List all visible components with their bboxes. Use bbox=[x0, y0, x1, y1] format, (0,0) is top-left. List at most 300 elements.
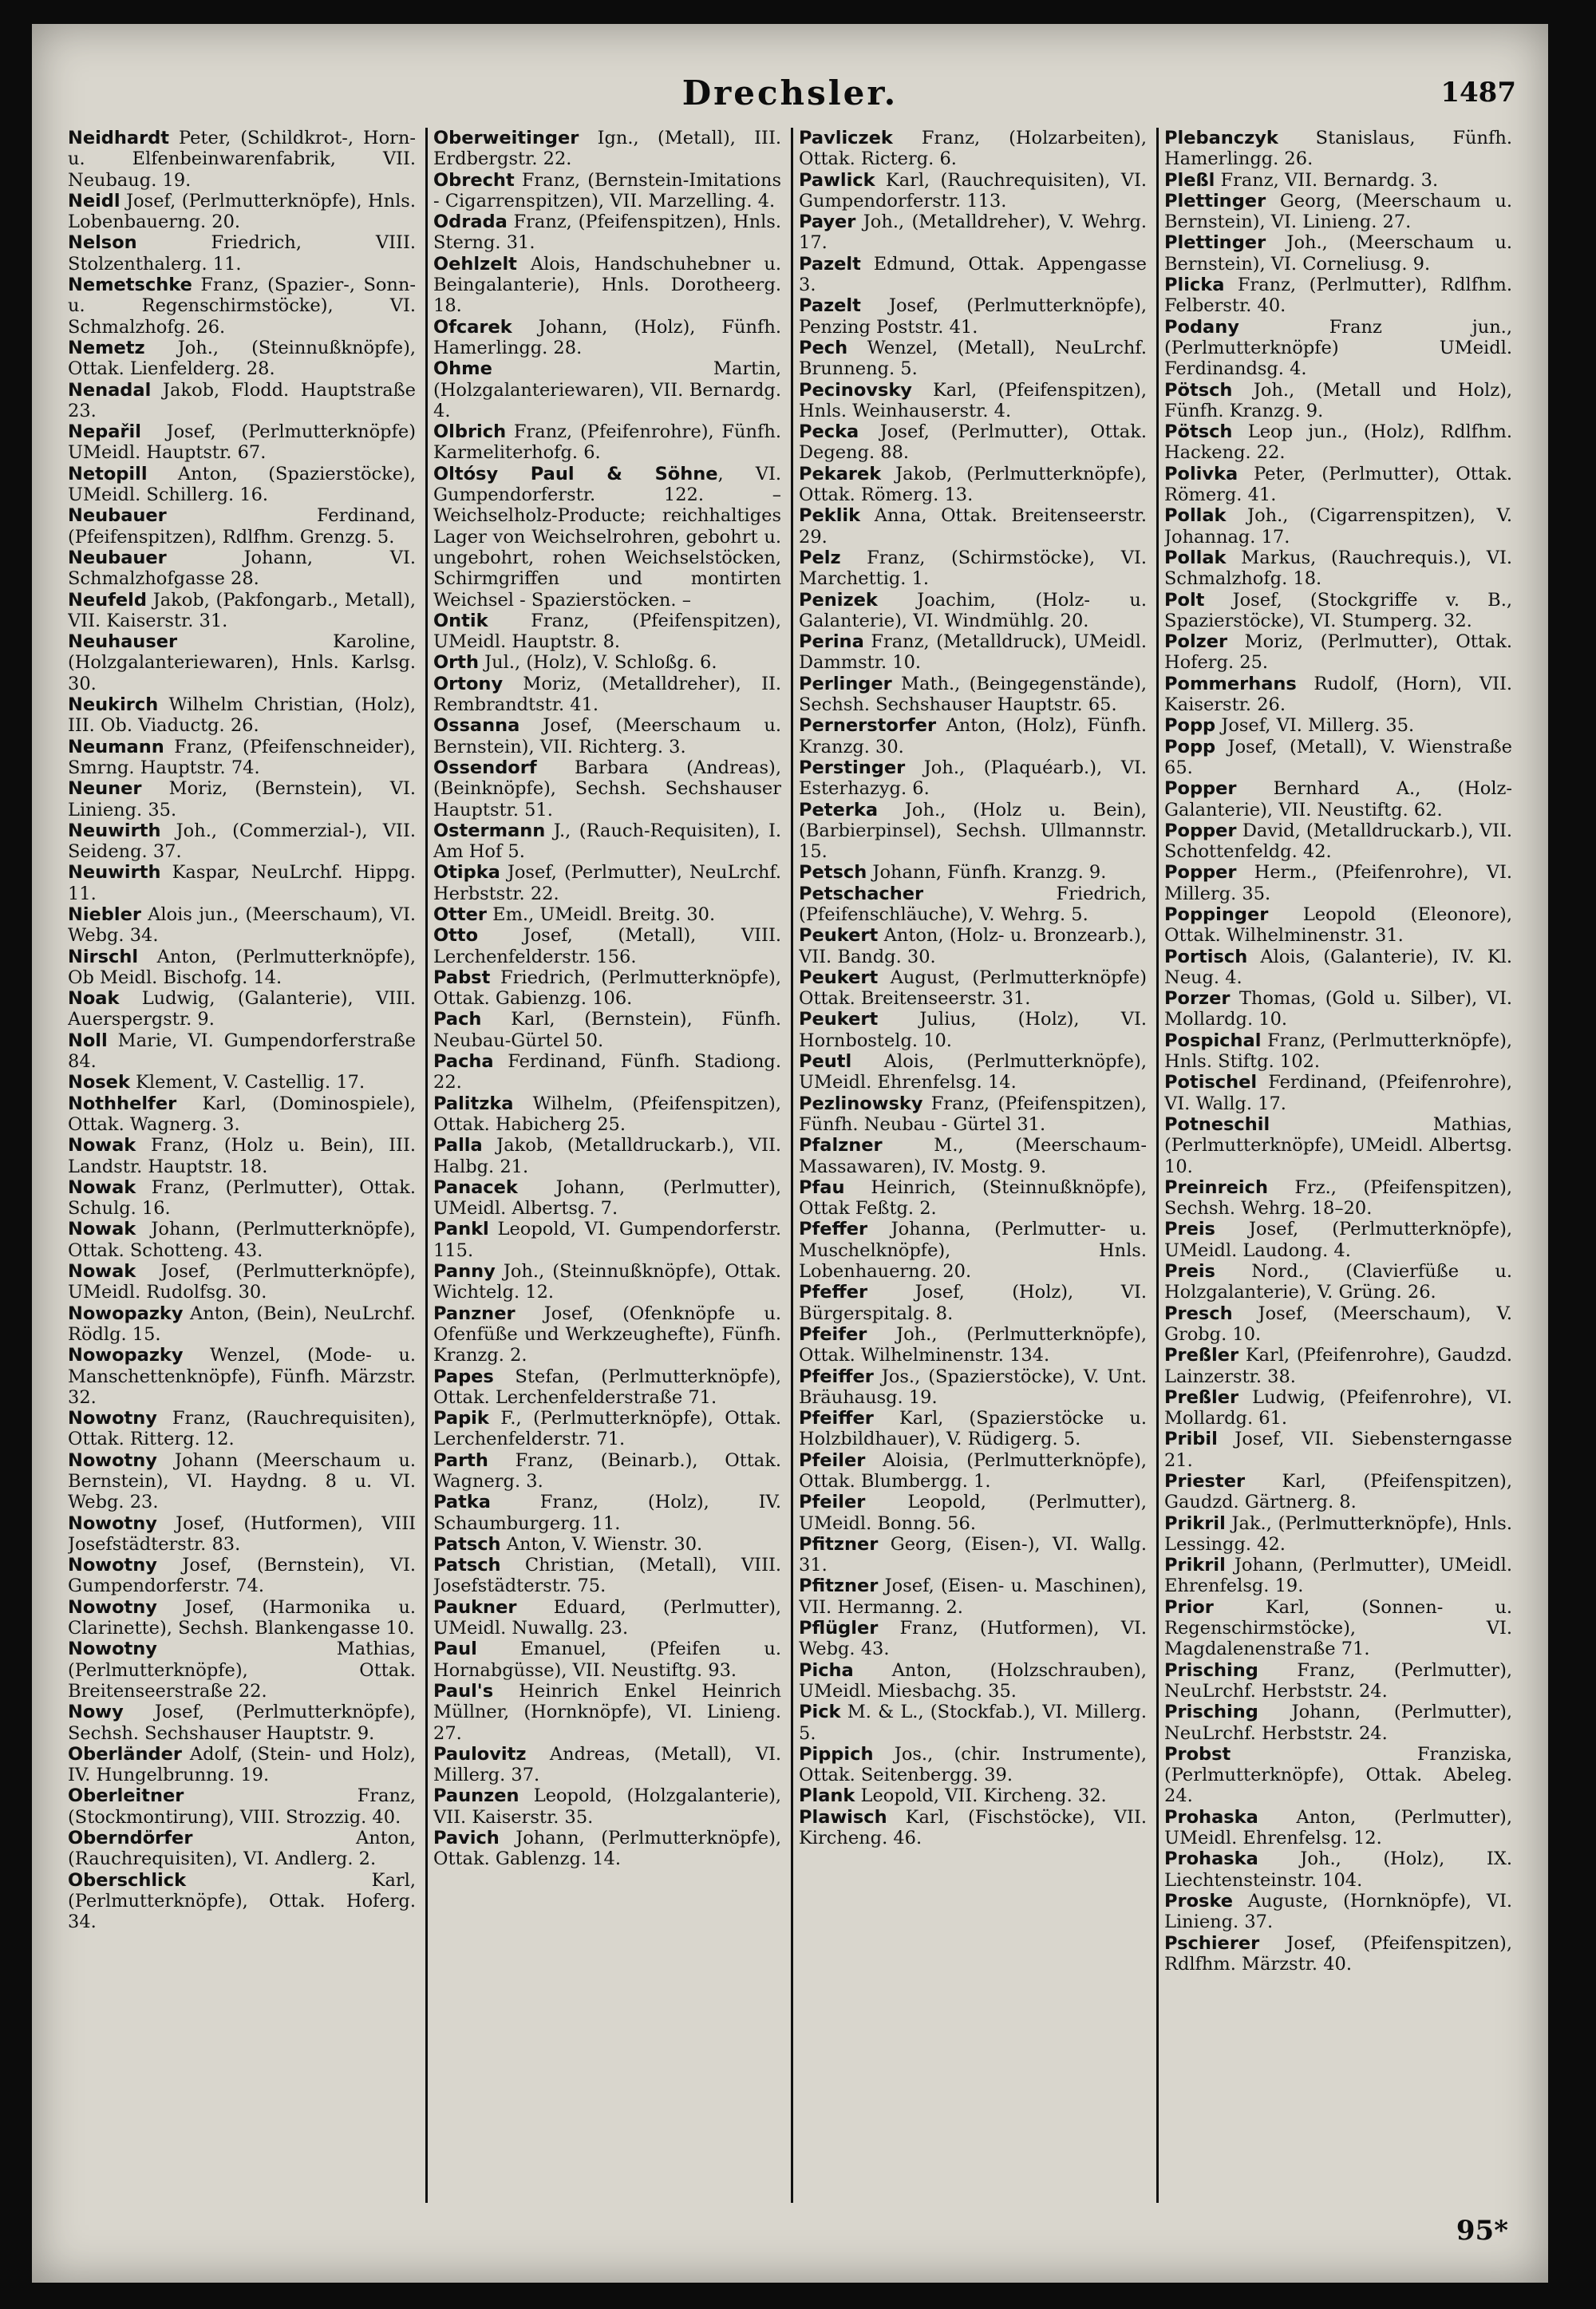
directory-entry bbox=[799, 1408, 1147, 1450]
entry-detail: Rudolf, (Horn), VII. Kaiserstr. 26. bbox=[1164, 673, 1512, 716]
entry-detail: Jakob, Flodd. Hauptstraße 23. bbox=[68, 379, 416, 421]
entry-name: Ofcarek bbox=[433, 316, 512, 338]
entry-name: Otipka bbox=[433, 862, 500, 884]
signature-mark: 95* bbox=[1456, 2215, 1508, 2247]
entry-detail: Moriz, (Perlmutter), Ottak. Hoferg. 25. bbox=[1164, 631, 1512, 674]
entry-name: Penizek bbox=[799, 589, 878, 611]
directory-entry bbox=[1164, 1429, 1512, 1471]
directory-entry bbox=[1164, 317, 1512, 380]
entry-detail: Franz, VII. Bernardg. 3. bbox=[1215, 169, 1439, 191]
entry-detail: Karl, (Spazierstöcke u. Holzbildhauer), V. Rüdigerg. 5. bbox=[799, 1408, 1147, 1450]
directory-entry bbox=[1164, 1660, 1512, 1702]
directory-entry bbox=[433, 1261, 781, 1303]
entry-detail: Peter, (Schildkrot-, Horn- u. Elfenbeinwarenfabrik, VII. Neubaug. 19. bbox=[68, 128, 416, 191]
directory-entry bbox=[799, 170, 1147, 212]
entry-name: Nowak bbox=[68, 1176, 136, 1198]
entry-detail: Johann, (Perlmutter), UMeidl. Albertsg. 7. bbox=[433, 1176, 781, 1220]
entry-detail: Julius, (Holz), VI. Hornbostelg. 10. bbox=[799, 1009, 1147, 1051]
entry-detail: Leopold, VI. Gumpendorferstr. 115. bbox=[433, 1219, 781, 1261]
entry-name: Neukirch bbox=[68, 694, 159, 716]
directory-entry bbox=[433, 757, 781, 820]
column-3 bbox=[799, 128, 1147, 2203]
column-divider bbox=[791, 128, 793, 2203]
directory-entry bbox=[799, 464, 1147, 506]
entry-detail: Barbara (Andreas), (Beinknöpfe), Sechsh. Sechshauser Hauptstr. 51. bbox=[433, 757, 781, 820]
directory-entry bbox=[68, 1177, 416, 1220]
entry-detail: Nord., (Clavierfüße u. Holzgalanterie), V. Grüng. 26. bbox=[1164, 1261, 1512, 1303]
entry-name: Pech bbox=[799, 337, 848, 358]
entry-name: Popp bbox=[1164, 736, 1216, 757]
directory-entry bbox=[433, 1555, 781, 1597]
entry-detail: Karl, (Sonnen- u. Regenschirmstöcke), VI. Magdalenenstraße 71. bbox=[1164, 1596, 1512, 1660]
entry-name: Oehlzelt bbox=[433, 253, 517, 275]
entry-detail: Leopold, (Perlmutter), UMeidl. Bonng. 56. bbox=[799, 1492, 1147, 1534]
directory-entry bbox=[68, 548, 416, 590]
directory-entry bbox=[1164, 191, 1512, 233]
entry-detail: Georg, (Eisen-), VI. Wallg. 31. bbox=[799, 1533, 1147, 1576]
entry-name: Oberleitner bbox=[68, 1785, 184, 1807]
directory-entry bbox=[799, 884, 1147, 926]
entry-name: Peukert bbox=[799, 967, 879, 988]
entry-name: Netopill bbox=[68, 463, 148, 484]
page-number: 1487 bbox=[1440, 77, 1516, 109]
entry-detail: Herm., (Pfeifenrohre), VI. Millerg. 35. bbox=[1164, 862, 1512, 904]
entry-name: Prohaska bbox=[1164, 1848, 1258, 1870]
directory-entry bbox=[68, 505, 416, 548]
directory-entry bbox=[433, 611, 781, 653]
directory-entry bbox=[1164, 170, 1512, 191]
directory-entry bbox=[68, 338, 416, 380]
entry-name: Probst bbox=[1164, 1743, 1231, 1765]
entry-name: Oltósy Paul & Söhne bbox=[433, 463, 718, 484]
entry-name: Petschacher bbox=[799, 883, 924, 904]
entry-detail: Leopold (Eleonore), Ottak. Wilhelminenstr. 31. bbox=[1164, 903, 1512, 947]
directory-entry bbox=[1164, 1807, 1512, 1849]
directory-entry bbox=[68, 1345, 416, 1408]
entry-detail: Moriz, (Bernstein), VI. Linieng. 35. bbox=[68, 778, 416, 820]
entry-name: Pollak bbox=[1164, 505, 1227, 527]
directory-entry bbox=[433, 128, 781, 170]
directory-entry bbox=[68, 737, 416, 779]
entry-detail: Franz, (Stockmontirung), VIII. Strozzig. 40. bbox=[68, 1785, 416, 1828]
entry-detail: Josef, VI. Millerg. 35. bbox=[1215, 715, 1415, 737]
entry-detail: Joh., (Steinnußknöpfe), Ottak. Lienfelderg. 28. bbox=[68, 337, 416, 380]
directory-entry bbox=[433, 1534, 781, 1555]
directory-entry bbox=[68, 1219, 416, 1261]
entry-name: Peterka bbox=[799, 799, 879, 820]
entry-detail: Adolf, (Stein- und Holz), IV. Hungelbrunng. 19. bbox=[68, 1743, 416, 1786]
directory-entry bbox=[1164, 464, 1512, 506]
directory-entry bbox=[68, 1744, 416, 1786]
directory-entry bbox=[1164, 947, 1512, 989]
entry-detail: Christian, (Metall), VIII. Josefstädterstr. 75. bbox=[433, 1555, 781, 1597]
entry-detail: Franz, (Perlmutterknöpfe), Hnls. Stiftg. 102. bbox=[1164, 1030, 1512, 1073]
directory-entry bbox=[1164, 1303, 1512, 1346]
entry-detail: Ludwig, (Pfeifenrohre), VI. Mollardg. 61. bbox=[1164, 1386, 1512, 1429]
entry-detail: Jos., (chir. Instrumente), Ottak. Seitenbergg. 39. bbox=[799, 1743, 1147, 1786]
entry-detail: Franz, (Perlmutter), Rdlfhm. Felberstr. 40. bbox=[1164, 275, 1512, 317]
entry-detail: Karl, (Bernstein), Fünfh. Neubau-Gürtel 50. bbox=[433, 1009, 781, 1051]
entry-detail: Joh., (Steinnußknöpfe), Ottak. Wichtelg. 12. bbox=[433, 1261, 781, 1303]
directory-entry bbox=[433, 464, 781, 611]
entry-name: Podany bbox=[1164, 316, 1239, 338]
entry-name: Perlinger bbox=[799, 673, 892, 694]
directory-entry bbox=[1164, 715, 1512, 736]
directory-entry bbox=[799, 1177, 1147, 1220]
entry-name: Neuhauser bbox=[68, 631, 178, 653]
directory-entry bbox=[68, 1408, 416, 1450]
entry-name: Patsch bbox=[433, 1533, 501, 1555]
directory-entry bbox=[1164, 1261, 1512, 1303]
entry-name: Nowak bbox=[68, 1261, 136, 1283]
entry-detail: Alois, (Galanterie), IV. Kl. Neug. 4. bbox=[1164, 946, 1512, 988]
entry-name: Neuwirth bbox=[68, 820, 161, 841]
directory-entry bbox=[1164, 421, 1512, 464]
entry-detail: Josef, (Meerschaum), V. Grobg. 10. bbox=[1164, 1303, 1512, 1345]
directory-entry bbox=[1164, 778, 1512, 820]
entry-detail: Anton, (Perlmutter), UMeidl. Ehrenfelsg. 12. bbox=[1164, 1806, 1512, 1849]
directory-entry bbox=[433, 1597, 781, 1639]
entry-detail: Josef, (Metall), V. Wienstraße 65. bbox=[1164, 736, 1512, 778]
entry-detail: Mathias, (Perlmutterknöpfe), UMeidl. Albertsg. 10. bbox=[1164, 1113, 1512, 1177]
entry-detail: Frz., (Pfeifenspitzen), Sechsh. Wehrg. 18–20. bbox=[1164, 1176, 1512, 1220]
directory-entry bbox=[1164, 1933, 1512, 1975]
entry-detail: Johanna, (Perlmutter- u. Muschelknöpfe), Hnls. Lobenhauerng. 20. bbox=[799, 1219, 1147, 1283]
directory-entry bbox=[799, 1051, 1147, 1093]
entry-detail: Em., UMeidl. Breitg. 30. bbox=[487, 903, 716, 925]
directory-entry bbox=[433, 1303, 781, 1366]
directory-entry bbox=[1164, 1114, 1512, 1177]
entry-detail: Franz, (Hutformen), VI. Webg. 43. bbox=[799, 1618, 1147, 1660]
entry-detail: Josef, (Eisen- u. Maschinen), VII. Hermanng. 2. bbox=[799, 1576, 1147, 1618]
directory-entry bbox=[799, 380, 1147, 422]
entry-detail: Josef, (Meerschaum u. Bernstein), VII. Richterg. 3. bbox=[433, 715, 781, 757]
entry-detail: Friedrich, (Perlmutterknöpfe), Ottak. Gabienzg. 106. bbox=[433, 967, 781, 1010]
entry-detail: Josef, (Metall), VIII. Lerchenfelderstr. 156. bbox=[433, 925, 781, 967]
directory-entry bbox=[1164, 1030, 1512, 1073]
entry-name: Papik bbox=[433, 1408, 489, 1429]
entry-detail: Josef, (Perlmutterknöpfe), Hnls. Lobenbauerng. 20. bbox=[68, 190, 416, 233]
entry-detail: Josef, (Perlmutterknöpfe), UMeidl. Rudolfsg. 30. bbox=[68, 1261, 416, 1303]
entry-detail: Alois jun., (Meerschaum), VI. Webg. 34. bbox=[68, 903, 416, 947]
directory-entry bbox=[799, 1660, 1147, 1702]
directory-entry bbox=[68, 1450, 416, 1513]
entry-name: Neubauer bbox=[68, 505, 167, 527]
entry-detail: Anton, (Holz), Fünfh. Kranzg. 30. bbox=[799, 715, 1147, 757]
directory-entry bbox=[799, 212, 1147, 254]
entry-detail: Anton, (Holzschrauben), UMeidl. Miesbachg. 35. bbox=[799, 1659, 1147, 1702]
directory-entry bbox=[433, 862, 781, 904]
entry-detail: Johann, Fünfh. Kranzg. 9. bbox=[867, 862, 1107, 884]
entry-name: Prikril bbox=[1164, 1555, 1226, 1576]
entry-name: Plettinger bbox=[1164, 232, 1266, 254]
entry-name: Neufeld bbox=[68, 589, 147, 611]
entry-detail: Anton, V. Wienstr. 30. bbox=[500, 1533, 703, 1555]
directory-page bbox=[32, 24, 1548, 2283]
directory-entry bbox=[1164, 988, 1512, 1030]
entry-name: Otter bbox=[433, 903, 487, 925]
entry-detail: Anton, (Spazierstöcke), UMeidl. Schillerg. 16. bbox=[68, 463, 416, 506]
entry-detail: Joh., (Cigarrenspitzen), V. Johannag. 17. bbox=[1164, 505, 1512, 548]
entry-detail: Jak., (Perlmutterknöpfe), Hnls. Lessingg. 42. bbox=[1164, 1512, 1512, 1555]
column-1 bbox=[68, 128, 416, 2203]
entry-name: Nowotny bbox=[68, 1596, 157, 1618]
entry-name: Pfeiler bbox=[799, 1492, 866, 1513]
directory-entry bbox=[799, 128, 1147, 170]
entry-detail: Jos., (Spazierstöcke), V. Unt. Bräuhausg. 19. bbox=[799, 1366, 1147, 1408]
directory-entry bbox=[68, 631, 416, 694]
entry-detail: Ferdinand, (Pfeifenspitzen), Rdlfhm. Grenzg. 5. bbox=[68, 505, 416, 548]
entry-detail: Karoline, (Holzgalanteriewaren), Hnls. Karlsg. 30. bbox=[68, 631, 416, 694]
entry-detail: David, (Metalldruckarb.), VII. Schottenfeldg. 42. bbox=[1164, 820, 1512, 863]
entry-name: Nowotny bbox=[68, 1408, 157, 1429]
entry-detail: Stanislaus, Fünfh. Hamerlingg. 26. bbox=[1164, 128, 1512, 170]
entry-name: Pernerstorfer bbox=[799, 715, 937, 737]
entry-name: Polivka bbox=[1164, 463, 1238, 484]
entry-detail: Franz, (Bernstein-Imitations - Cigarrenspitzen), VII. Marzelling. 4. bbox=[433, 169, 781, 212]
directory-entry bbox=[1164, 674, 1512, 716]
entry-name: Pavliczek bbox=[799, 128, 893, 148]
entry-name: Perina bbox=[799, 631, 864, 653]
entry-name: Preis bbox=[1164, 1219, 1215, 1240]
entry-detail: Alois, (Perlmutterknöpfe), UMeidl. Ehrenfelsg. 14. bbox=[799, 1051, 1147, 1093]
entry-name: Nothhelfer bbox=[68, 1093, 177, 1114]
entry-name: Porzer bbox=[1164, 988, 1231, 1010]
entry-detail: Johann, (Perlmutter), UMeidl. Ehrenfelsg. 19. bbox=[1164, 1555, 1512, 1597]
directory-entry bbox=[433, 1408, 781, 1450]
entry-name: Plawisch bbox=[799, 1806, 887, 1828]
entry-detail: Josef, (Perlmutterknöpfe), Sechsh. Sechshauser Hauptstr. 9. bbox=[68, 1702, 416, 1744]
entry-detail: Franziska, (Perlmutterknöpfe), Ottak. Abeleg. 24. bbox=[1164, 1743, 1512, 1807]
entry-name: Nowotny bbox=[68, 1555, 157, 1576]
directory-columns bbox=[68, 128, 1512, 2203]
entry-detail: Andreas, (Metall), VI. Millerg. 37. bbox=[433, 1743, 781, 1786]
entry-name: Panny bbox=[433, 1261, 496, 1283]
entry-name: Neumann bbox=[68, 736, 164, 757]
directory-entry bbox=[68, 820, 416, 863]
entry-name: Neubauer bbox=[68, 547, 167, 568]
entry-detail: Jakob, (Pakfongarb., Metall), VII. Kaiserstr. 31. bbox=[68, 589, 416, 631]
entry-detail: Leopold, (Holzgalanterie), VII. Kaiserstr. 35. bbox=[433, 1785, 781, 1828]
entry-name: Priester bbox=[1164, 1471, 1246, 1492]
directory-entry bbox=[433, 170, 781, 212]
entry-detail: Josef, (Bernstein), VI. Gumpendorferstr. 74. bbox=[68, 1555, 416, 1597]
page-header bbox=[32, 73, 1548, 129]
entry-detail: Heinrich Enkel Heinrich Müllner, (Hornknöpfe), VI. Linieng. 27. bbox=[433, 1680, 781, 1744]
directory-entry bbox=[799, 1492, 1147, 1534]
entry-detail: Anton, (Rauchrequisiten), VI. Andlerg. 2. bbox=[68, 1828, 416, 1870]
entry-name: Nowotny bbox=[68, 1449, 157, 1471]
entry-detail: Joh., (Metalldreher), V. Wehrg. 17. bbox=[799, 212, 1147, 254]
entry-detail: Joh., (Commerzial-), VII. Seideng. 37. bbox=[68, 820, 416, 863]
entry-detail: Johann (Meerschaum u. Bernstein), VI. Haydng. 8 u. VI. Webg. 23. bbox=[68, 1449, 416, 1513]
directory-entry bbox=[1164, 275, 1512, 317]
entry-name: Potischel bbox=[1164, 1072, 1258, 1093]
directory-entry bbox=[799, 967, 1147, 1010]
entry-detail: Franz, (Schirmstöcke), VI. Marchettig. 1. bbox=[799, 547, 1147, 590]
entry-name: Neidhardt bbox=[68, 128, 170, 148]
entry-name: Proske bbox=[1164, 1890, 1234, 1912]
entry-detail: Karl, (Pfeifenspitzen), Hnls. Weinhauserstr. 4. bbox=[799, 379, 1147, 421]
entry-name: Nenadal bbox=[68, 379, 152, 401]
entry-detail: Josef, (Holz), VI. Bürgerspitalg. 8. bbox=[799, 1282, 1147, 1324]
entry-detail: Ludwig, (Galanterie), VIII. Auerspergstr. 9. bbox=[68, 988, 416, 1030]
entry-detail: Karl, (Dominospiele), Ottak. Wagnerg. 3. bbox=[68, 1093, 416, 1135]
entry-detail: Franz, (Beinarb.), Ottak. Wagnerg. 3. bbox=[433, 1449, 781, 1492]
entry-name: Prikril bbox=[1164, 1512, 1226, 1534]
entry-detail: Josef, (Perlmutter), NeuLrchf. Herbststr. 22. bbox=[433, 862, 781, 904]
entry-detail: Wilhelm Christian, (Holz), III. Ob. Viaductg. 26. bbox=[68, 694, 416, 737]
directory-entry bbox=[1164, 1702, 1512, 1744]
directory-entry bbox=[68, 590, 416, 632]
directory-entry bbox=[433, 358, 781, 421]
directory-entry bbox=[68, 1639, 416, 1702]
entry-detail: Leop jun., (Holz), Rdlfhm. Hackeng. 22. bbox=[1164, 421, 1512, 464]
directory-entry bbox=[799, 1534, 1147, 1576]
entry-detail: Johann, (Holz), Fünfh. Hamerlingg. 28. bbox=[433, 316, 781, 358]
entry-name: Pfeifer bbox=[799, 1323, 867, 1345]
directory-entry bbox=[799, 338, 1147, 380]
column-2 bbox=[433, 128, 781, 2203]
directory-entry bbox=[1164, 820, 1512, 863]
directory-entry bbox=[68, 464, 416, 506]
entry-detail: Emanuel, (Pfeifen u. Hornabgüsse), VII. Neustiftg. 93. bbox=[433, 1639, 781, 1681]
entry-detail: Leopold, VII. Kircheng. 32. bbox=[855, 1785, 1107, 1807]
entry-name: Patka bbox=[433, 1492, 491, 1513]
entry-name: Pezlinowsky bbox=[799, 1093, 923, 1114]
entry-detail: F., (Perlmutterknöpfe), Ottak. Lerchenfelderstr. 71. bbox=[433, 1408, 781, 1450]
entry-name: Polzer bbox=[1164, 631, 1228, 653]
entry-detail: Friedrich, (Pfeifenschläuche), V. Wehrg. 5. bbox=[799, 883, 1147, 925]
directory-entry bbox=[1164, 1219, 1512, 1261]
entry-name: Papes bbox=[433, 1366, 494, 1387]
directory-entry bbox=[68, 1828, 416, 1870]
entry-detail: Josef, (Perlmutterknöpfe) UMeidl. Hauptstr. 67. bbox=[68, 421, 416, 464]
entry-name: Pollak bbox=[1164, 547, 1227, 568]
directory-entry bbox=[799, 800, 1147, 863]
directory-entry bbox=[68, 694, 416, 737]
entry-detail: Franz, (Rauchrequisiten), Ottak. Ritterg. 12. bbox=[68, 1408, 416, 1450]
entry-name: Pelz bbox=[799, 547, 841, 568]
entry-name: Preßler bbox=[1164, 1345, 1239, 1366]
entry-detail: Moriz, (Metalldreher), II. Rembrandtstr. 41. bbox=[433, 673, 781, 716]
entry-detail: Marie, VI. Gumpendorferstraße 84. bbox=[68, 1030, 416, 1073]
entry-name: Parth bbox=[433, 1449, 488, 1471]
entry-name: Palitzka bbox=[433, 1093, 514, 1114]
directory-entry bbox=[68, 275, 416, 338]
entry-name: Pekarek bbox=[799, 463, 882, 484]
directory-entry bbox=[799, 862, 1147, 883]
entry-detail: Peter, (Perlmutter), Ottak. Römerg. 41. bbox=[1164, 463, 1512, 506]
entry-detail: Anton, (Holz- u. Bronzearb.), VII. Bandg. 30. bbox=[799, 925, 1147, 967]
entry-name: Paul's bbox=[433, 1680, 494, 1702]
directory-entry bbox=[68, 1702, 416, 1744]
page-title: Drechsler. bbox=[681, 73, 899, 113]
entry-detail: Jakob, (Metalldruckarb.), VII. Halbg. 21. bbox=[433, 1135, 781, 1177]
entry-name: Palla bbox=[433, 1135, 483, 1156]
directory-entry bbox=[1164, 1597, 1512, 1660]
directory-entry bbox=[433, 1177, 781, 1220]
entry-detail: Johann, (Perlmutterknöpfe), Ottak. Schotteng. 43. bbox=[68, 1219, 416, 1261]
entry-name: Nowotny bbox=[68, 1512, 157, 1534]
directory-entry bbox=[433, 1681, 781, 1744]
entry-name: Plettinger bbox=[1164, 190, 1266, 212]
entry-name: Pfitzner bbox=[799, 1576, 879, 1597]
entry-detail: Alois, Handschuhebner u. Beingalanterie), Hnls. Dorotheerg. 18. bbox=[433, 253, 781, 317]
directory-entry bbox=[1164, 1471, 1512, 1513]
entry-detail: Joh., (Holz u. Bein), (Barbierpinsel), Sechsh. Ullmannstr. 15. bbox=[799, 799, 1147, 863]
entry-name: Niebler bbox=[68, 903, 141, 925]
entry-name: Orth bbox=[433, 652, 479, 674]
entry-name: Ortony bbox=[433, 673, 504, 694]
entry-detail: August, (Perlmutterknöpfe) Ottak. Breitenseerstr. 31. bbox=[799, 967, 1147, 1010]
entry-name: Prior bbox=[1164, 1596, 1214, 1618]
entry-detail: Ferdinand, Fünfh. Stadiong. 22. bbox=[433, 1051, 781, 1093]
directory-entry bbox=[433, 317, 781, 359]
entry-name: Pacha bbox=[433, 1051, 494, 1073]
directory-entry bbox=[799, 505, 1147, 548]
entry-name: Peklik bbox=[799, 505, 861, 527]
directory-entry bbox=[799, 1282, 1147, 1324]
column-divider bbox=[425, 128, 428, 2203]
directory-entry bbox=[433, 904, 781, 925]
directory-entry bbox=[68, 988, 416, 1030]
entry-detail: Martin, (Holzgalanteriewaren), VII. Bernardg. 4. bbox=[433, 358, 781, 421]
directory-entry bbox=[1164, 862, 1512, 904]
entry-detail: Karl, (Pfeifenrohre), Gaudzd. Lainzerstr. 38. bbox=[1164, 1345, 1512, 1387]
entry-detail: Georg, (Meerschaum u. Bernstein), VI. Linieng. 27. bbox=[1164, 190, 1512, 233]
directory-entry bbox=[433, 715, 781, 757]
directory-entry bbox=[799, 590, 1147, 632]
entry-detail: Eduard, (Perlmutter), UMeidl. Nuwallg. 23. bbox=[433, 1596, 781, 1639]
entry-detail: Wenzel, (Metall), NeuLrchf. Brunneng. 5. bbox=[799, 337, 1147, 380]
entry-name: Pecka bbox=[799, 421, 859, 443]
directory-entry bbox=[799, 674, 1147, 716]
entry-name: Popper bbox=[1164, 862, 1237, 884]
entry-name: Oberschlick bbox=[68, 1869, 187, 1891]
directory-entry bbox=[799, 715, 1147, 757]
entry-detail: Johann, (Perlmutterknöpfe), Ottak. Gablenzg. 14. bbox=[433, 1828, 781, 1870]
directory-entry bbox=[68, 1513, 416, 1556]
directory-entry bbox=[799, 421, 1147, 464]
entry-name: Pawlick bbox=[799, 169, 875, 191]
entry-name: Paul bbox=[433, 1639, 477, 1660]
directory-entry bbox=[799, 1807, 1147, 1849]
entry-name: Pfeiler bbox=[799, 1449, 866, 1471]
entry-name: Pabst bbox=[433, 967, 491, 988]
directory-entry bbox=[68, 1030, 416, 1073]
entry-detail: Heinrich, (Steinnußknöpfe), Ottak Feßtg. 2. bbox=[799, 1176, 1147, 1220]
directory-entry bbox=[1164, 590, 1512, 632]
directory-entry bbox=[433, 1051, 781, 1093]
entry-name: Pfitzner bbox=[799, 1533, 879, 1555]
directory-entry bbox=[68, 232, 416, 275]
entry-detail: Joachim, (Holz- u. Galanterie), VI. Windmühlg. 20. bbox=[799, 589, 1147, 631]
entry-name: Oberndörfer bbox=[68, 1828, 193, 1849]
entry-detail: Anna, Ottak. Breitenseerstr. 29. bbox=[799, 505, 1147, 548]
entry-name: Nirschl bbox=[68, 946, 139, 967]
entry-detail: Josef, (Perlmutter), Ottak. Degeng. 88. bbox=[799, 421, 1147, 464]
entry-name: Neuner bbox=[68, 778, 142, 800]
entry-detail: Markus, (Rauchrequis.), VI. Schmalzhofg. 18. bbox=[1164, 547, 1512, 590]
entry-detail: Jakob, (Perlmutterknöpfe), Ottak. Römerg. 13. bbox=[799, 463, 1147, 506]
directory-entry bbox=[799, 1093, 1147, 1136]
directory-entry bbox=[433, 967, 781, 1010]
directory-entry bbox=[799, 1702, 1147, 1744]
entry-name: Peukert bbox=[799, 925, 879, 947]
entry-name: Peutl bbox=[799, 1051, 852, 1073]
entry-detail: Klement, V. Castellig. 17. bbox=[129, 1072, 365, 1093]
